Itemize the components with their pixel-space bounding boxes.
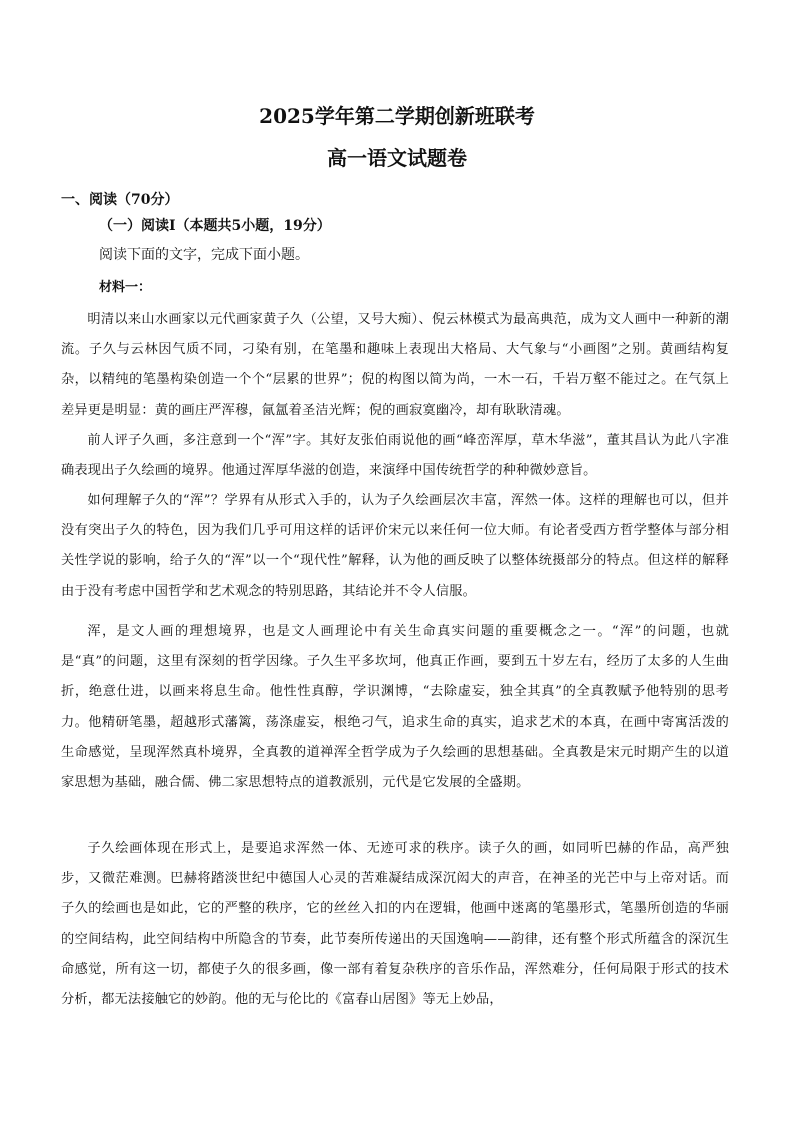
material-paragraph-3: 如何理解子久的“浑”？学界有从形式入手的，认为子久绘画层次丰富，浑然一体。这样的理解也可以，但并没有突出子久的特色，因为我们几乎可用这样的话评价宋元以来任何一位大师。有论者受西方哲学整体与部分相关性学说的影响，给子久的“浑”以一个“现代性”解释，认为他的画反映了以整体统摄部分的特点。但这样的解释由于没有考虑中国哲学和艺术观念的特别思路，其结论并不令人信服。 bbox=[61, 493, 729, 599]
subsection-heading-reading-1: （一）阅读Ⅰ（本题共5小题，19分） bbox=[99, 218, 331, 234]
material-paragraph-2: 前人评子久画，多注意到一个“浑”字。其好友张伯雨说他的画“峰峦浑厚，草木华滋”，董其昌认为此八字准确表现出子久绘画的境界。他通过浑厚华滋的创造，来演绎中国传统哲学的种种微妙意旨。 bbox=[61, 433, 729, 479]
section-heading-reading: 一、阅读（70分） bbox=[61, 192, 179, 208]
reading-instruction: 阅读下面的文字，完成下面小题。 bbox=[99, 247, 309, 263]
exam-title: 2025学年第二学期创新班联考 bbox=[259, 104, 535, 128]
material-paragraph-1: 明清以来山水画家以元代画家黄子久（公望，又号大痴）、倪云林模式为最高典范，成为文人画中一种新的潮流。子久与云林因气质不同，刁染有别，在笔墨和趣味上表现出大格局、大气象与“小画图”之别。黄画结构复杂，以精纯的笔墨构染创造一个个“层累的世界”；倪的构图以简为尚，一木一石，千岩万壑不能过之。在气氛上差异更是明显：黄的画庄严浑穆，氤氲着圣洁光辉；倪的画寂寞幽冷，却有耿耿清魂。 bbox=[61, 312, 729, 418]
material-paragraph-5: 子久绘画体现在形式上，是要追求浑然一体、无迹可求的秩序。读子久的画，如同听巴赫的作品，高严独步，又微茫难测。巴赫将踏淡世纪中德国人心灵的苦难凝结成深沉闳大的声音，在神圣的光芒中与上帝对话。而子久的绘画也是如此，它的严整的秩序，它的丝丝入扣的内在逻辑，他画中迷离的笔墨形式，笔墨所创造的华丽的空间结构，此空间结构中所隐含的节奏，此节奏所传递出的天国逸响——韵律，还有整个形式所蕴含的深沉生命感觉，所有这一切，都使子久的很多画，像一部有着复杂秩序的音乐作品，浑然难分，任何局限于形式的技术分析，都无法接触它的妙韵。他的无与伦比的《富春山居图》等无上妙品， bbox=[61, 841, 729, 1008]
material-paragraph-4: 浑，是文人画的理想境界，也是文人画理论中有关生命真实问题的重要概念之一。“浑”的问题，也就是“真”的问题，这里有深刻的哲学因缘。子久生平多坎坷，他真正作画，要到五十岁左右，经历了太多的人生曲折，绝意仕进，以画来将息生命。他性性真醇，学识渊博，“去除虚妄，独全其真”的全真教赋予他特别的思考力。他精研笔墨，超越形式藩篱，荡涤虚妄，根绝刁气，追求生命的真实，追求艺术的本真，在画中寄寓活泼的生命感觉，呈现浑然真朴境界，全真教的道禅浑全哲学成为子久绘画的思想基础。全真教是宋元时期产生的以道家思想为基础，融合儒、佛二家思想特点的道教派别，元代是它发展的全盛期。 bbox=[61, 624, 729, 791]
exam-subtitle: 高一语文试题卷 bbox=[327, 146, 467, 170]
material-label: 材料一： bbox=[99, 280, 152, 295]
